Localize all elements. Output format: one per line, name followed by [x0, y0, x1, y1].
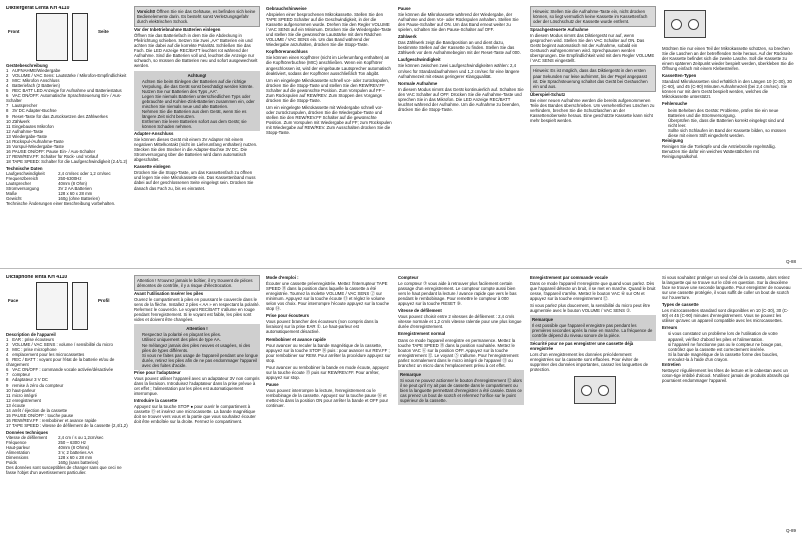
- attention-list: [136, 332, 258, 367]
- troubleshoot-title: Fehlersuche: [662, 101, 688, 107]
- item-number: 13: [6, 133, 11, 139]
- tech-label: Frequenzbereich: [6, 176, 39, 182]
- remark-box: [398, 370, 524, 405]
- adapter-title: Prise pour l'adaptateur: [134, 369, 181, 375]
- list-item: • beim Beheben des Geräts: Probleme, prüfen Sie ein neue Batterien und die Stromversorgung.: [668, 108, 794, 118]
- reel-left: [581, 385, 592, 396]
- item-text: VAC ON/OFF : commande vocale activée/désactivée: [11, 367, 114, 373]
- pause-text: Vous pouvez interrompre la lecture, l'enregistrement ou le rembobinage de la cassette. Appuyez sur la touche pause ⑯ et mettez-la dans la position ON pour arrêter la bande et OFF pour continuer.: [266, 387, 389, 409]
- list-item: • si vous constatez un problème lors de l'utilisation de votre appareil, vérifiez d'abord les piles et l'alimentation.: [668, 331, 794, 341]
- item-text: écoute: [11, 402, 26, 408]
- manual-page-french: [0, 268, 802, 537]
- tech-value: 160g (sans batteries): [58, 460, 99, 466]
- list-item: • Sollte sich Schlaufen im Band der Kassette bilden, so müssen diese mit einem Stift eingedreht werden.: [668, 128, 794, 138]
- tech-value: 160g (ohne Batterien): [58, 196, 100, 202]
- item-text: compteur: [11, 372, 31, 378]
- cassette-illustration: [530, 374, 656, 410]
- pause-title: Pause: [266, 381, 279, 387]
- tech-label: Maße: [6, 191, 17, 197]
- description-title: Gerätebeschreibung: [6, 63, 48, 69]
- counter-text: Le compteur ⑦ vous aide à retrouver plus facilement certain passage d'un enregistrement. Le compteur compte aussi bien vers le haut pendant la lecture / avance rapide que vers le bas pendant le rembobinage. Pour remettre le compteur à 000 appuyez sur la touche RESET ⑨.: [398, 281, 517, 307]
- item-text: PAUSE ON/OFF: Pause Ein- / Aus-Schalter: [11, 148, 96, 154]
- item-number: 18: [6, 158, 11, 164]
- list-item: • Utilisez uniquement des piles de type AA.: [142, 337, 258, 342]
- column-5: [530, 275, 656, 523]
- cassette-text: Appuyez sur la touche STOP ● pour ouvrir le compartiment à cassette ⑮ et insérez une microcassette. La bande magnétique doit se trouver vers vous et la partie que vous souhaitez écouter doit être emboîtée sur la droite. Fermez le compartiment.: [134, 404, 256, 425]
- device-illustration: [6, 11, 130, 61]
- item-text: REC / BATT : voyant pour l'état de la batterie et/ou de chargement: [6, 357, 115, 368]
- tech-value: 2,4 cm/sec oder 1,2 cm/sec: [58, 171, 111, 177]
- speed-title: Laufgeschwindigkeit: [398, 57, 441, 63]
- tech-note: Des données sont susceptibles de changer sans que ceci ne fasse l'objet d'un avertissement particulier.: [6, 465, 122, 476]
- remark-title: Remarque: [532, 317, 554, 323]
- list-item: • Entfernen Sie leere Batterien sofort aus dem Gerät; sie können Schaden nehmen.: [142, 119, 258, 129]
- item-text: REC BATT LED Anzeige für Aufnahme und Batteriestatus: [11, 88, 122, 94]
- column-3: [266, 275, 392, 523]
- dictaphone-front-drawing: [36, 282, 68, 330]
- troubleshoot-list: [662, 331, 794, 361]
- usage-text: Abspielen einer besprochenen Mikrokassette. Stellen Sie den TAPE SPEED Schalter auf die Geschwindigkeit, in der die Kassette aufgenommen wurde. Drehen Sie den Regler VOLUME / VAC SENS auf ein Minimum. Drücken Sie die Wiedergabe-Taste und stellen Sie die gewünschte Lautstärke mit dem Rädchen VOLUME / VAC SENS ein. Um das Band während der Wiedergabe anzuhalten, drücken Sie die Stopp-Taste.: [266, 12, 392, 48]
- item-number: 9: [6, 113, 9, 119]
- item-number: 11: [6, 123, 11, 129]
- column-2: [134, 275, 260, 523]
- usage-title: Mode d'emploi :: [266, 275, 299, 280]
- hint-box-2: Hinweis: Es ist möglich, dass das Diktiergerät in den ersten paar Sekunden nur leise aufnimmt, bis der Pegel angepasst ist. Die Sprachsteuerung schaltet das Gerät bei Geräuschen ein und aus.: [530, 65, 656, 91]
- item-number: 15: [6, 412, 11, 418]
- item-number: 5: [6, 357, 9, 363]
- item-number: 9: [6, 382, 9, 388]
- column-1: [6, 275, 130, 523]
- tech-title: Données techniques: [6, 429, 49, 435]
- tech-label: Laufgeschwindigkeit: [6, 171, 45, 177]
- front-label: Front: [8, 29, 20, 35]
- batteries-text: Öffnen Sie das Batteriefach in dem Sie die Abdeckung in Pfeilrichtung schieben. Setzen Sie zwei „AA“ Batterien ein und achten Sie dabei auf die korrekte Polarität. Schließen Sie das Fach. Die LED Anzeige REC/BATT leuchtet rot während der Aufnahme. Sind die Batterien voll und, leuchtet die Anzeige nur schwach, so müssen die Batterien neu und sofort ausgewechselt werden.: [134, 33, 258, 69]
- column-3: [266, 6, 392, 254]
- normal-recording-title: Normale Aufnahme: [398, 80, 438, 86]
- speed-title: Vitesse de défilement: [398, 308, 442, 314]
- item-number: 1: [6, 68, 9, 74]
- tech-table: [6, 435, 130, 465]
- item-number: 7: [6, 372, 9, 378]
- dictaphone-side-drawing: [72, 282, 88, 330]
- protect-text: Si vous souhaitez protéger un seul côté de la cassette, alors retirez la languette qui se trouve sur le côté en question. Sur la deuxième face se trouve une seconde languette. Pour enregistrer de nouveau sur une cassette protégée, il vous suffit de coller un bout de scotch sur l'ouverture.: [662, 275, 791, 301]
- overwrite-text: Lors d'un enregistrement les données précédemment enregistrées sur la cassette sont effacées. Pour éviter de supprimer des données importantes, cassez les languettes de protection.: [530, 351, 648, 372]
- item-text: MIC : prise microphone: [11, 347, 57, 353]
- item-text: EAR : prise écouteurs: [11, 337, 54, 343]
- item-text: Aufnahme-Taste: [11, 128, 44, 134]
- item-text: REW/REV.FF: Schalter für Rück- und Vorlauf: [11, 153, 99, 159]
- item-number: 10: [6, 387, 11, 393]
- description-item: [6, 93, 130, 103]
- column-4: [398, 6, 524, 254]
- description-title: Description de l'appareil: [6, 332, 56, 338]
- description-item: [6, 159, 130, 164]
- item-number: 2: [6, 73, 9, 79]
- tech-value: 3 V, 2 batteries AA: [58, 450, 94, 456]
- item-text: REW/REV.FF : rembobiner et avance rapide: [11, 417, 97, 423]
- safety-title: Vorsicht!: [137, 9, 156, 14]
- item-text: MIC: Mikrofon Anschluss: [11, 78, 60, 84]
- tech-label: Lautsprecher: [6, 181, 32, 187]
- reel-right: [688, 19, 699, 30]
- item-text: VOLUME / VAC SENS : volume / sensibilité du micro: [11, 342, 113, 348]
- item-text: enregistrement: [11, 397, 41, 403]
- item-number: 1: [6, 337, 9, 343]
- front-label: Face: [8, 298, 19, 304]
- cue-text: Um ein eingelegte Mikrokassette mit Wiedergabe schnell vor- oder zurückzuspulen, drücken Sie die Wiedergabe-Taste und stellen Sie den REW/REV.FF Schalter auf die gewünschte Position. Zum Vorspulen mit Wiedergabe auf FF; zum Rückspulen mit Wiedergabe auf REW/REV. Zum Ausschalten drücken Sie die Stopp-Taste.: [266, 104, 392, 136]
- item-text: remise à zéro du compteur: [11, 382, 64, 388]
- normal-recording-text: Dans ce mode l'appareil enregistre en permanence. Mettez la touche TAPE SPEED ⑱ dans la position souhaitée. Mettez le bouton VAC ⑥ sur la position OFF. Appuyez sur la touche enregistrement ⑫. Le voyant ⑤ s'allume. Pour l'enregistrement parlez normalement dans le micro intégré de l'appareil ⑪ ou branchez un micro dans l'emplacement prévu à cet effet.: [398, 337, 519, 368]
- item-text: AUFNAHME/Wiedergabe: [11, 68, 61, 74]
- dictaphone-side-drawing: [72, 13, 88, 61]
- tech-label: Dimensions: [6, 455, 29, 461]
- list-item: • Nutzen Sie nur Batterien des Typs „AA“.: [142, 89, 258, 94]
- batteries-text: Ouvrez le compartiment à piles en poussant le couvercle dans le sens de la flèche. Installez 2 piles « AA » en respectant la polarité. Refermez le couvercle. Le voyant REC/BATT s'allume en rouge pendant l'enregistrement. Si le voyant est faible, les piles sont vides et doivent être changées.: [134, 297, 260, 323]
- item-number: 14: [6, 138, 11, 144]
- tech-label: Stromversorgung: [6, 186, 39, 192]
- speed-text: Sie können zwischen zwei Laufgeschwindigkeiten wählen: 2,4 cm/sec für Standardaufnahmen und 1,2 cm/sec für eine längere Aufnahmezeit mit etwas geringerer Klangqualität.: [398, 63, 520, 79]
- attention-list: [136, 79, 258, 129]
- attention-box: [134, 71, 260, 132]
- item-number: 8: [6, 377, 9, 383]
- item-number: 10: [6, 118, 11, 124]
- adapter-title: Adapter-Anschluss: [134, 131, 174, 137]
- batteries-title: Vor der Inbetriebnahme Batterien einlegen: [134, 27, 221, 33]
- item-text: 3V DC Adapter-Buchse: [11, 108, 57, 114]
- description-list: [6, 68, 130, 164]
- item-number: 17: [6, 153, 11, 159]
- tech-value: 128 x 60 x 28 mm: [58, 455, 93, 461]
- column-6: [662, 6, 794, 254]
- adapter-text: Vous pouvez utiliser l'appareil avec un adaptateur 3V non compris dans la livraison. Introduisez l'adaptateur dans la prise prévue à cet effet ; l'alimentation par les piles est automatiquement interrompue.: [134, 375, 260, 396]
- batteries-title: Avant l'utilisation Insérer les piles: [134, 291, 204, 297]
- item-number: 17: [6, 422, 11, 428]
- cassette-title: Kassette einlegen: [134, 164, 171, 170]
- hint-box: Hinweis: Stellen Sie die Aufnahme-Taste ein, nicht drücken können, so liegt vermutlich keine Kassette im Kassettenfach oder der Löschschutz der Kassette wurde entfernt.: [530, 6, 656, 27]
- tech-value: 250-6300Hz: [58, 176, 82, 182]
- voice-recording-title: Enregistrement par commande vocale: [530, 275, 608, 280]
- usage-title: Gebrauchshinweise: [266, 6, 307, 11]
- item-text: Wiedergabe-Taste: [11, 133, 48, 139]
- tech-title: Technische Daten: [6, 165, 43, 171]
- tech-label: Poids: [6, 460, 17, 466]
- device-title: Diktiergerät Lenta KH 4110: [6, 6, 70, 11]
- cleaning-title: Reinigung: [662, 137, 684, 143]
- item-number: 6: [6, 93, 9, 99]
- page-number: Q-89: [785, 528, 796, 533]
- voice-recording-text: In diesem Modus nimmt das Diktiergerät nur auf, wenn gesprochen wird. Stellen Sie den VAC Schalter auf ON. Das Gerät beginnt automatisch mit der Aufnahme, sobald ein Geräusch wahrgenommen wird. Sprechpausen werden übersprungen. Die Empfindlichkeit wird mit dem Regler VOLUME / VAC SENS eingestellt.: [530, 33, 655, 64]
- item-number: 2: [6, 342, 9, 348]
- item-text: Batteriefach (2 Batterien): [11, 83, 60, 89]
- protect-text: Möchten Sie nur einen Teil der Mikrokassette schützen, so brechen Sie die Laschen an der betreffenden Seite heraus. Auf der Rückseite der Kassette befindet sich die zweite Lasche. Soll die Kassette zu einem späteren Zeitpunkt wieder bespielt werden, überkleben Sie die Öffnung einfach mit einem Klebestreifen.: [662, 46, 794, 72]
- cleaning-title: Entretien: [662, 361, 681, 367]
- reel-left: [671, 19, 682, 30]
- item-text: micro intégré: [11, 392, 38, 398]
- tech-value: 3V 2 AA Batterien: [58, 186, 92, 192]
- safety-text: Öffnen Sie nie das Gehäuse, es befinden sich keine Bedienelemente darin. Es besteht sonst Verletzungsgefahr durch elektrischen Schock.: [137, 9, 256, 25]
- item-number: 12: [6, 128, 11, 134]
- tech-label: Gewicht: [6, 196, 22, 202]
- attention-title: Attention !: [186, 326, 208, 332]
- column-1: [6, 6, 130, 254]
- item-text: VAC ON/OFF: Automatische Sprachsteuerung Ein- / Aus-Schalter: [6, 93, 122, 104]
- cleaning-text: Nettoyez régulièrement les têtes de lecture et le cabestan avec un coton-tige imbibé d'alcool. N'utilisez jamais de produits abrasifs qui pourraient endommager l'appareil.: [662, 367, 790, 383]
- item-number: 5: [6, 88, 9, 94]
- cassette-text: Drücken Sie die Stopp-Taste, um das Kassettenfach zu öffnen und legen Sie eine Mikrokassette ein. Das Kassettenband muss dabei auf der geschlossenen Seite eingelegt sein. Drücken Sie danach das Fach zu, bis es einrastet.: [134, 170, 256, 191]
- item-text: Lautsprecher: [11, 103, 38, 109]
- manual-page-german: [0, 0, 802, 268]
- item-text: Reset-Taste für das Zurücksetzen des Zählwerkes: [11, 113, 108, 119]
- cue-text: Pour avancer ou rembobiner la bande en mode écoute, appuyez sur la touche écoute ⑬ puis sur REW/REV.FF. Pour arrêter, appuyez sur stop.: [266, 364, 389, 380]
- list-item: • Achten Sie beim Einlegen der Batterien auf die richtige Verpolung, die das Gerät sonst beschädigt werden könnte.: [142, 79, 258, 89]
- cassette-types-title: Types de cassette: [662, 302, 699, 308]
- rewind-text: Pour avancer ou reculer la bande magnétique de la cassette, appuyez sur la touche STOP ⑭ puis : pour avancer sur REV.FF ; pour rembobiner sur REW. Pour arrêter la procédure appuyez sur stop.: [266, 342, 391, 363]
- list-item: • Überprüfen Sie, dass die Batterien korrekt eingelegt sind und nicht leer.: [668, 118, 794, 128]
- item-number: 13: [6, 402, 11, 408]
- safety-box: [134, 6, 260, 27]
- microcassette-drawing: [574, 376, 616, 404]
- rewind-title: Rembobiner et avance rapide: [266, 336, 326, 342]
- cassette-types-title: Kassetten-Typen: [662, 73, 697, 79]
- description-list: [6, 337, 130, 428]
- item-text: Eingebautes Mikrofon: [11, 123, 54, 129]
- usage-text: Écouter une cassette préenregistrée. Mettez l'interrupteur TAPE SPEED ⑱ dans la position dans laquelle la cassette a été enregistrée. Tournez la molette VOLUME / VAC SENS ② sur minimum. Appuyez sur la touche écoute ⑬ et réglez le volume selon vos choix. Pour interrompre l'écoute appuyez sur la touche stop ⑭.: [266, 281, 390, 312]
- tech-table: [6, 171, 130, 201]
- list-item: • Nehmen Sie die Batterien aus dem Gerät, wenn Sie es längere Zeit nicht benutzen.: [142, 109, 258, 119]
- remark-box: [530, 315, 656, 340]
- rewind-text: Um ein eingelegte Mikrokassette schnell vor- oder zurückspulen, drücken Sie die Stopp-Taste und stellen Sie den REW/REV.FF Schalter auf die gewünschte Position. Zum Vorspulen auf FF – Zum Rückspulen auf REW/REV. Zum Stoppen des Vorgangs drücken Sie die Stopp-Taste.: [266, 77, 389, 103]
- column-5: [530, 6, 656, 254]
- voice-recording-title: Sprachgesteuerte Aufnahme: [530, 27, 589, 33]
- item-number: 16: [6, 148, 11, 154]
- tech-label: Haut-parleur: [6, 445, 30, 451]
- column-4: [398, 275, 524, 523]
- side-label: Profil: [98, 298, 110, 304]
- headphone-text: Sie können einen Kopfhörer (nicht im Lieferumfang enthalten) an die Kopfhörerbuchse (MIC) anschließen. Wenn ein Kopfhörer angeschlossen ist, wird der eingebaute Lautsprecher automatisch deaktiviert, sodass der Kopfhörer ausschließlich Ton abgibt.: [266, 55, 391, 76]
- list-item: • si l'appareil ne fonctionne pas ou le compteur ne bouge pas, contrôlez que la cassette est correctement insérée.: [668, 342, 794, 352]
- item-number: 3: [6, 78, 9, 84]
- tech-note: Technische Änderungen einer Beschreibung vorbehalten.: [6, 201, 116, 207]
- item-number: 15: [6, 143, 11, 149]
- pause-text: Sie können die Mikrokassette während der Wiedergabe, der Aufnahme und dem Vor- oder Rückspulen anhalten. Stellen Sie den Pause-Schalter auf ON. Um das Band erneut weiter zu spielen, schalten Sie den Pause-Schalter auf OFF.: [398, 12, 519, 33]
- speed-text: Vous pouvez choisir entre 2 vitesses de défilement : 2,4 cm/s vitesse normale et 1,2 cm/s vitesse ralentie pour une plus longue durée d'enregistrement.: [398, 314, 522, 330]
- counter-title: Zählwerk: [398, 34, 417, 40]
- item-number: 4: [6, 352, 9, 358]
- item-text: PAUSE ON/OFF : touche pause: [11, 412, 74, 418]
- normal-recording-title: Enregistrement normal: [398, 331, 446, 337]
- item-number: 11: [6, 392, 11, 398]
- item-text: Zählwerk: [11, 118, 30, 124]
- item-number: 14: [6, 407, 11, 413]
- dictaphone-front-drawing: [36, 13, 68, 61]
- description-item: [6, 357, 130, 367]
- item-number: 4: [6, 83, 9, 89]
- item-text: TAPE SPEED: Schalter für die Laufgeschwindigkeit (2.4/1.2): [11, 158, 128, 164]
- voice-recording-text: Dans ce mode l'appareil n'enregistre que quand vous parlez. Dès que l'appareil détecte un bruit, il se met en marche. Quand le bruit cesse, l'appareil s'arrête. Mettez le bouton VAC ⑥ sur ON et appuyez sur la touche enregistrement ⑫.: [530, 281, 656, 302]
- item-number: 16: [6, 417, 11, 423]
- device-illustration: [6, 280, 130, 330]
- column-2: [134, 6, 260, 254]
- microcassette-drawing: [664, 10, 706, 38]
- item-number: 12: [6, 397, 11, 403]
- page-number: Q-88: [785, 259, 796, 264]
- side-label: Seite: [98, 29, 109, 35]
- cassette-illustration: [662, 6, 794, 46]
- attention-box: [134, 324, 260, 369]
- remark-text: Si vous ne pouvez actionner le bouton d'enregistrement ⑫ alors il se peut qu'il n'y ait pas de cassette dans le compartiment ou bien la languette permettant d'enregistrer a été cassée. Dans ce cas prenez un bout de scotch et refermez l'orifice sur le point supérieur de la cassette.: [400, 377, 522, 404]
- item-number: 8: [6, 108, 9, 114]
- voice-sensitivity-text: Si vous parlez plus doucement, la sensibilité du micro peut être augmentée avec le bouton VOLUME / VAC SENS ②.: [530, 303, 651, 314]
- item-text: emplacement pour les microcassettes: [11, 352, 85, 358]
- item-number: 6: [6, 367, 9, 373]
- remark-title: Remarque: [400, 371, 422, 377]
- overwrite-title: Überspiel-Schutz: [530, 91, 566, 97]
- cassette-types-text: Standard Mikrokassetten sind erhältlich in den Längen 10 (C-30), 30 (C-60), und 45 (C-90) Minuten Aufnahmezeit (bei 2,4 cm/sec). Sie können nur mit dem Gerät bespielt werden, welches die Mikrokassette unterstützt.: [662, 79, 792, 100]
- tech-label: Vitesse de défilement: [6, 434, 48, 440]
- normal-recording-text: In diesem Modus nimmt das Gerät kontinuierlich auf. Schalten Sie den VAC Schalter auf OFF. Drücken Sie die Aufnahme-Taste und sprechen Sie in das Mikrofon. Die LED Anzeige REC/BATT leuchtet während der Aufnahme. Um die Aufnahme zu beenden, drücken Sie die Stopp-Taste.: [398, 86, 524, 112]
- tech-value: 40mm (8 Ohms): [58, 445, 90, 451]
- headphone-text: Vous pouvez brancher des écouteurs (non compris dans la livraison) sur la prise EAR ①. Le haut-parleur est automatiquement désactivé.: [266, 319, 379, 335]
- item-text: haut-parleur: [11, 387, 36, 393]
- attention-title: Achtung!: [187, 72, 207, 78]
- item-number: 7: [6, 103, 9, 109]
- reel-right: [598, 385, 609, 396]
- description-item: [6, 423, 130, 428]
- safety-box: Attention ! N'ouvrez jamais le boîtier, il n'y trouvent de piéces démontes de contrôle, il y a risque d'électrocution.: [134, 275, 260, 291]
- list-item: • Si la bande magnétique de la cassette forme des boucles, enroulez-la à l'aide d'un crayon.: [668, 352, 794, 362]
- overwrite-title: Sécurité pour ne pas enregistrer une cassette déjà enregistrée: [530, 340, 634, 351]
- tech-value: 40mm (8 Ohm): [58, 181, 87, 187]
- cassette-title: Introduire la cassette: [134, 397, 178, 403]
- list-item: • Legen Sie niemals Batterien unterschiedlichen Typs oder gebrauchte und Kohlen-Zink-Batterien zusammen ein, oder mischen Sie niemals neue und alte Batterien.: [142, 94, 258, 109]
- item-text: Adaptateur 3 V DC: [11, 377, 49, 383]
- pause-title: Pause: [398, 6, 411, 11]
- item-text: arrêt / éjection de la cassette: [11, 407, 68, 413]
- item-text: VOLUME / VAC Sens: Lautstärke / Mikrofon-Empfindlichkeit: [11, 73, 127, 79]
- tech-label: Fréquence: [6, 440, 27, 446]
- remark-text: Il est possible que l'appareil enregistre pas pendant les premières secondes après la mise en marche. La fréquence de contrôle dépend du niveau sonore de la pièce.: [532, 323, 653, 339]
- list-item: • Ne mélangez jamais des piles neuves et usagées, ni des piles de types différents.: [142, 343, 258, 353]
- headphone-title: Prise pour écouteurs: [266, 313, 309, 319]
- headphone-title: Kopfhöreranschluss: [266, 49, 308, 55]
- tech-label: Alimentation: [6, 450, 30, 456]
- cleaning-text: Reinigen Sie die Tonköpfe und die Antriebsrolle regelmäßig. Benutzen Sie dafür ein weiches Wattestäbchen mit Reinigungsalkohol.: [662, 143, 776, 159]
- counter-text: Das Zählwerk zeigt die Bandposition an und dient dazu, bestimmte Stellen auf der Kassette zu finden. Stellen Sie das Zählwerk vor dem Aufnahmebeginn mit der Reset-Taste auf 000.: [398, 40, 521, 56]
- column-6: [662, 275, 794, 523]
- item-text: Vorspul-/Wiedergabe-Taste: [11, 143, 65, 149]
- counter-title: Compteur: [398, 275, 419, 280]
- item-text: TAPE SPEED : vitesse de défilement de la cassette (2,4/1,2): [11, 422, 128, 428]
- troubleshoot-title: Erreurs: [662, 325, 678, 331]
- item-text: Rückspul-/Aufnahme-Taste: [11, 138, 64, 144]
- device-title: Dictaphone lenta KH 4110: [6, 275, 68, 280]
- cassette-types-text: Les microcassettes standard sont disponibles en 10 (C-30), 30 (C-60) et 45 (C-90) minutes d'enregistrement. Vous ne pouvez les utiliser qu'avec un appareil compatible avec les microcassettes.: [662, 308, 789, 324]
- overwrite-text: Bei einer neuen Aufnahme werden die bereits aufgenommenen Teile des Bandes überschrieben. Um versehentliches Löschen zu verhindern, brechen Sie die Schutzlaschen an der Kassettenoberseite heraus. Eine geschützte Kassette kann nicht mehr bespielt werden.: [530, 97, 655, 123]
- tech-value: 2,4 cm / s ou 1,2cm/sec: [58, 434, 104, 440]
- tech-value: 128 x 60 x 28 mm: [58, 191, 93, 197]
- item-number: 3: [6, 347, 9, 353]
- tech-value: 250 – 6300 Hz: [58, 440, 87, 446]
- list-item: • Respectez la polarité en plaçant les piles.: [142, 332, 258, 337]
- adapter-text: Sie können dieses Gerät mit einem 3V Adapter mit einem negativen Mittelkontakt (nicht im Lieferumfang enthalten) nutzen. Stecken Sie den Stecker in die Adapter-Buchse 3V DC. Die Stromversorgung über die Batterien wird dann automatisch abgeschaltet.: [134, 137, 258, 163]
- list-item: • Si vous ne faites pas usage de l'appareil pendant une longue durée, retirez les piles afin de ne pas endommager l'appareil avec des fuites d'acide.: [142, 353, 258, 368]
- troubleshoot-list: [662, 108, 794, 138]
